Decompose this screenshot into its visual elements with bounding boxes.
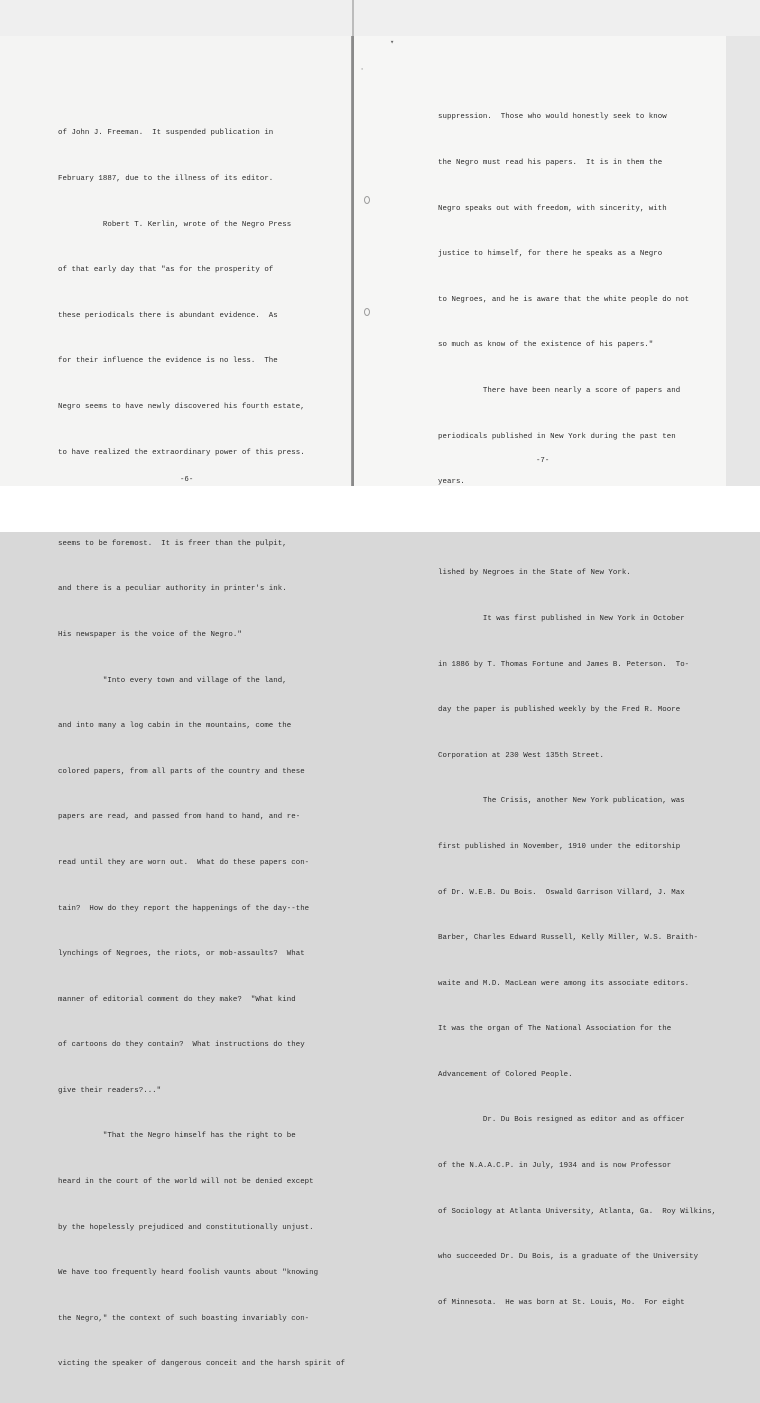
text-line: first published in November, 1910 under the editorship bbox=[438, 842, 681, 851]
text-line: Robert T. Kerlin, wrote of the Negro Press bbox=[58, 220, 292, 229]
text-line: papers are read, and passed from hand to hand, and re- bbox=[58, 813, 301, 822]
text-line: give their readers?..." bbox=[58, 1086, 162, 1095]
text-line: "That the Negro himself has the right to be bbox=[58, 1132, 296, 1141]
text-line: these periodicals there is abundant evidence. As bbox=[58, 311, 278, 320]
text-line: the Negro," the context of such boasting invariably con- bbox=[58, 1314, 310, 1323]
text-line: for their influence the evidence is no less. The bbox=[58, 357, 278, 366]
top-margin-strip bbox=[0, 0, 760, 36]
text-line: of the N.A.A.C.P. in July, 1934 and is now Professor bbox=[438, 1162, 672, 1171]
text-line: and there is a peculiar authority in printer's ink. bbox=[58, 585, 287, 594]
ink-speck: ▾ bbox=[390, 39, 395, 47]
bottom-margin-band bbox=[0, 486, 760, 532]
text-line: The Crisis, another New York publication, was bbox=[438, 797, 685, 806]
text-line: seems to be foremost. It is freer than the pulpit, bbox=[58, 539, 287, 548]
text-line: heard in the court of the world will not be denied except bbox=[58, 1178, 314, 1187]
text-line: of Sociology at Atlanta University, Atlanta, Ga. Roy Wilkins, bbox=[438, 1207, 717, 1216]
text-line: There have been nearly a score of papers and bbox=[438, 386, 681, 395]
text-line: It was the organ of The National Association for the bbox=[438, 1025, 672, 1034]
text-line: waite and M.D. MacLean were among its associate editors. bbox=[438, 979, 690, 988]
text-line: Negro seems to have newly discovered his fourth estate, bbox=[58, 402, 305, 411]
text-line: Advancement of Colored People. bbox=[438, 1070, 573, 1079]
text-line: tain? How do they report the happenings of the day--the bbox=[58, 904, 310, 913]
text-line: We have too frequently heard foolish vaunts about "knowing bbox=[58, 1269, 319, 1278]
text-line: by the hopelessly prejudiced and constitutionally unjust. bbox=[58, 1223, 314, 1232]
top-fold-line bbox=[352, 0, 354, 36]
left-page-number: -6- bbox=[180, 476, 194, 484]
text-line: victing the speaker of dangerous conceit and the harsh spirit of bbox=[58, 1360, 346, 1369]
text-line: manner of editorial comment do they make? "What kind bbox=[58, 995, 296, 1004]
text-line: the Negro must read his papers. It is in them the bbox=[438, 159, 663, 167]
text-line: lished by Negroes in the State of New York. bbox=[438, 569, 631, 578]
punch-hole-mark bbox=[364, 308, 370, 316]
text-line: Corporation at 230 West 135th Street. bbox=[438, 751, 604, 760]
text-line: and into many a log cabin in the mountains, come the bbox=[58, 722, 292, 731]
text-line: to have realized the extraordinary power of this press. bbox=[58, 448, 305, 457]
left-page bbox=[0, 36, 352, 1369]
text-line: so much as know of the existence of his papers." bbox=[438, 341, 654, 350]
right-page bbox=[354, 36, 726, 1307]
text-line: Negro speaks out with freedom, with sincerity, with bbox=[438, 204, 667, 213]
text-line: justice to himself, for there he speaks as a Negro bbox=[438, 250, 663, 259]
text-line: in 1886 by T. Thomas Fortune and James B. Peterson. To- bbox=[438, 660, 690, 669]
punch-hole-mark bbox=[364, 196, 370, 204]
text-line: to Negroes, and he is aware that the white people do not bbox=[438, 295, 690, 304]
text-line: who succeeded Dr. Du Bois, is a graduate of the University bbox=[438, 1253, 699, 1262]
text-line: of cartoons do they contain? What instructions do they bbox=[58, 1041, 305, 1050]
text-line: day the paper is published weekly by the Fred R. Moore bbox=[438, 706, 681, 715]
text-line: "Into every town and village of the land, bbox=[58, 676, 287, 685]
text-line: His newspaper is the voice of the Negro." bbox=[58, 630, 242, 639]
text-line: years. bbox=[438, 478, 465, 487]
text-line: lynchings of Negroes, the riots, or mob-assaults? What bbox=[58, 950, 305, 959]
text-line: of Dr. W.E.B. Du Bois. Oswald Garrison Villard, J. Max bbox=[438, 888, 685, 897]
right-page-number: -7- bbox=[536, 457, 550, 465]
text-line: February 1887, due to the illness of its editor. bbox=[58, 175, 274, 183]
text-line: periodicals published in New York during the past ten bbox=[438, 432, 676, 441]
text-line: It was first published in New York in October bbox=[438, 614, 685, 623]
left-page-body bbox=[58, 96, 345, 1403]
right-page-body bbox=[438, 80, 716, 1341]
text-line: colored papers, from all parts of the country and these bbox=[58, 767, 305, 776]
right-margin-strip bbox=[726, 36, 760, 486]
text-line: Barber, Charles Edward Russell, Kelly Miller, W.S. Braith- bbox=[438, 934, 699, 943]
text-line: Dr. Du Bois resigned as editor and as officer bbox=[438, 1116, 685, 1125]
text-line: of that early day that "as for the prosperity of bbox=[58, 266, 274, 275]
text-line: read until they are worn out. What do these papers con- bbox=[58, 858, 310, 867]
text-line: of John J. Freeman. It suspended publication in bbox=[58, 129, 274, 138]
ink-speck: · bbox=[360, 66, 365, 74]
text-line: suppression. Those who would honestly seek to know bbox=[438, 113, 667, 122]
text-line: of Minnesota. He was born at St. Louis, Mo. For eight bbox=[438, 1298, 685, 1307]
